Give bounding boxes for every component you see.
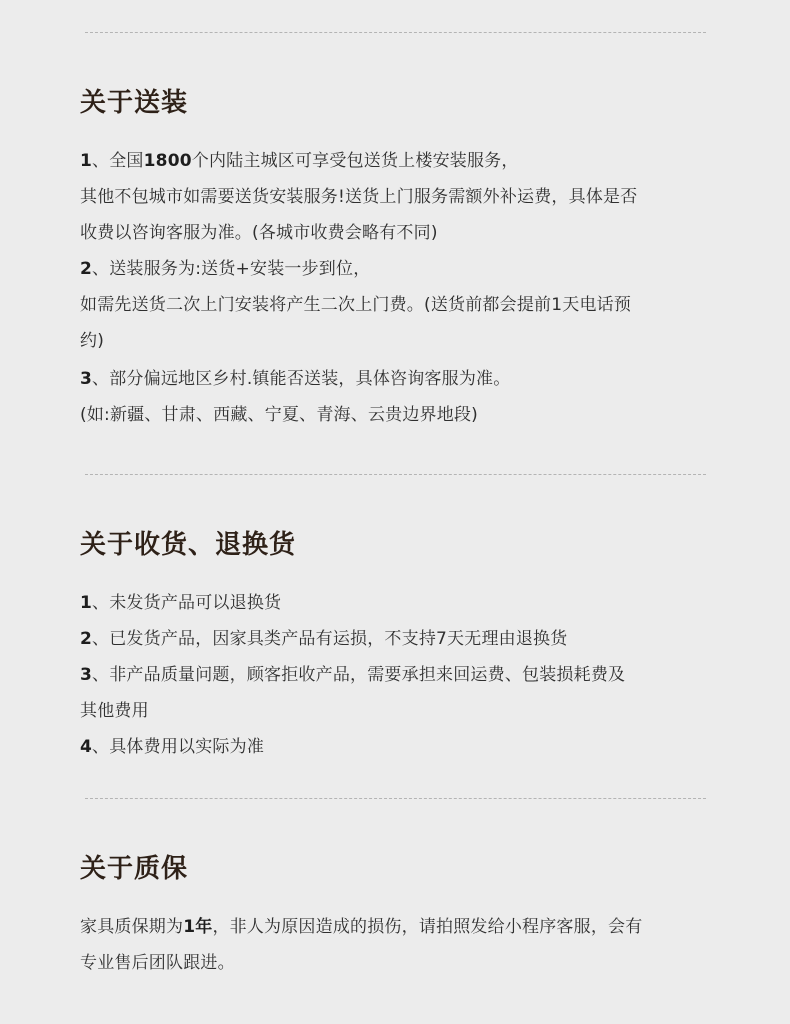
delivery-city-count: 1800	[143, 151, 192, 171]
returns-item-4	[80, 732, 264, 757]
delivery-item-2-number: 2	[80, 259, 93, 279]
section-divider	[85, 798, 706, 799]
returns-item-2-text: 、已发货产品，因家具类产品有运损，不支持7天无理由退换货	[92, 629, 568, 649]
warranty-period: 1年	[183, 917, 213, 937]
returns-item-2	[80, 624, 567, 649]
delivery-item-2-cont-2: 约)	[80, 331, 105, 351]
delivery-item-1-text-b: 个内陆主城区可享受包送货上楼安装服务，	[191, 151, 519, 171]
delivery-item-2-text: 、送装服务为:送货+安装一步到位，	[92, 259, 371, 279]
returns-item-1	[80, 588, 281, 613]
warranty-line-1	[80, 912, 642, 937]
returns-item-4-number: 4	[80, 737, 93, 757]
warranty-line-2: 专业售后团队跟进。	[80, 953, 235, 973]
delivery-item-3	[80, 364, 510, 389]
delivery-item-2	[80, 254, 370, 279]
warranty-line-1-text-b: ，非人为原因造成的损伤，请拍照发给小程序客服，会有	[212, 917, 643, 937]
delivery-item-2-cont-1: 如需先送货二次上门安装将产生二次上门费。(送货前都会提前1天电话预	[80, 295, 632, 315]
delivery-section-title: 关于送装	[80, 88, 189, 118]
section-divider	[85, 474, 706, 475]
returns-item-3-text: 、非产品质量问题，顾客拒收产品，需要承担来回运费、包装损耗费及	[92, 665, 626, 685]
returns-item-3-number: 3	[80, 665, 93, 685]
delivery-item-3-text: 、部分偏远地区乡村.镇能否送装，具体咨询客服为准。	[92, 369, 511, 389]
delivery-item-1	[80, 146, 519, 171]
delivery-item-1-text-a: 、全国	[92, 151, 144, 171]
returns-item-1-number: 1	[80, 593, 93, 613]
delivery-item-1-cont-2: 收费以咨询客服为准。(各城市收费会略有不同)	[80, 223, 438, 243]
returns-item-3-cont-1: 其他费用	[80, 701, 149, 721]
delivery-item-3-number: 3	[80, 369, 93, 389]
returns-item-2-number: 2	[80, 629, 93, 649]
returns-item-3	[80, 660, 625, 685]
returns-item-4-text: 、具体费用以实际为准	[92, 737, 265, 757]
delivery-item-3-cont-1: (如:新疆、甘肃、西藏、宁夏、青海、云贵边界地段)	[80, 405, 478, 425]
returns-section-title: 关于收货、退换货	[80, 530, 297, 560]
delivery-item-1-cont-1: 其他不包城市如需要送货安装服务!送货上门服务需额外补运费，具体是否	[80, 187, 638, 207]
warranty-section-title: 关于质保	[80, 854, 189, 884]
returns-item-1-text: 、未发货产品可以退换货	[92, 593, 282, 613]
warranty-line-1-text-a: 家具质保期为	[80, 917, 184, 937]
delivery-item-1-number: 1	[80, 151, 93, 171]
section-divider	[85, 32, 706, 33]
